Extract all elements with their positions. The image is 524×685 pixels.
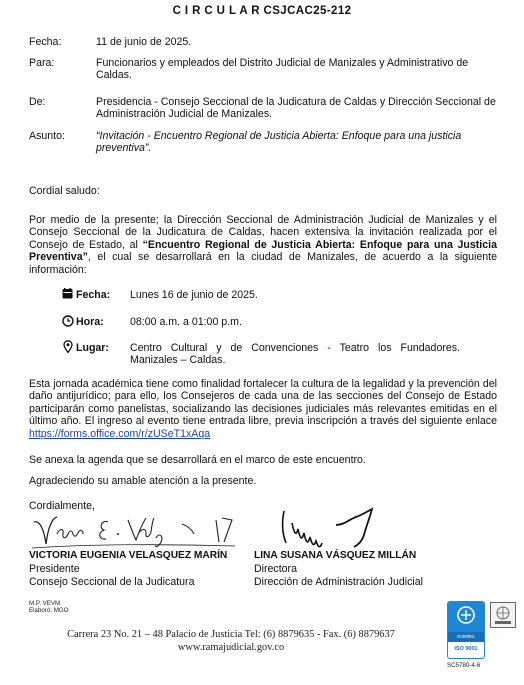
right-signature-image: [278, 503, 388, 551]
paragraph-details: [29, 378, 497, 440]
registration-link[interactable]: https://forms.office.com/r/zUSeT1xAqa: [29, 427, 211, 440]
icontec-certification-seal: [447, 601, 485, 659]
right-signer-name: LINA SUSANA VÁSQUEZ MILLÁN: [254, 550, 417, 561]
left-signer-role: Presidente: [29, 563, 80, 575]
clock-icon: [62, 315, 74, 327]
initials-elaboro: Elaboró: MGO: [29, 607, 69, 614]
greeting: Cordial saludo:: [29, 185, 100, 197]
event-hora-value: 08:00 a.m. a 01:00 p.m.: [130, 316, 242, 328]
location-pin-icon: [63, 340, 73, 353]
footer-address: Carrera 23 No. 21 – 48 Palacio de Justicia Tel: (6) 8879635 - Fax. (6) 8879637: [67, 629, 395, 640]
right-signer-role: Directora: [254, 563, 297, 575]
closing: Cordialmente,: [29, 500, 95, 512]
certificate-code: SC5780-4-6: [447, 662, 481, 669]
paragraph-intro-tail: , el cual se desarrollará en la ciudad de Manizales, de acuerdo a la siguiente información:: [29, 251, 497, 276]
iqnet-logo: [490, 602, 516, 628]
de-value: Presidencia - Consejo Seccional de la Judicatura de Caldas y Dirección Seccional de Administración Judicial de Manizales.: [96, 96, 496, 121]
para-value: Funcionarios y empleados del Distrito Judicial de Manizales y Administrativo de Caldas.: [96, 57, 469, 82]
right-signer-org: Dirección de Administración Judicial: [254, 576, 423, 588]
event-lugar-value: Centro Cultural y de Convenciones - Teatro los Fundadores. Manizales – Caldas.: [130, 342, 460, 367]
para-label: Para:: [29, 57, 55, 69]
event-fecha-value: Lunes 16 de junio de 2025.: [130, 289, 258, 301]
event-fecha-label: Fecha:: [76, 289, 111, 301]
paragraph-details-text: Esta jornada académica tiene como finalidad fortalecer la cultura de la legalidad y la prevención del daño antijurídico; para ello, los Consejeros de cada una de las secciones del Consejo de Estado participarán como panelistas, socializando las decisiones judiciales más relevantes emitidas en el último año. El ingreso al evento tiene entrada libre, previa inscripción a través del siguiente enlace: [29, 378, 497, 428]
event-hora-label: Hora:: [76, 316, 104, 328]
calendar-icon: [62, 288, 73, 299]
paragraph-intro-text: Por medio de la presente; la Dirección Seccional de Administración Judicial de Manizales y el Consejo Seccional de la Judicatura de Caldas, hacen extensiva la invitación realizada por el Consejo de Estado, al: [29, 214, 497, 251]
paragraph-thanks: Agradeciendo su amable atención a la presente.: [29, 475, 257, 487]
event-name: “Encuentro Regional de Justicia Abierta: Enfoque para una Justicia Preventiva”: [29, 238, 497, 264]
left-signer-org: Consejo Seccional de la Judicatura: [29, 576, 195, 588]
left-signer-name: VICTORIA EUGENIA VELASQUEZ MARÍN: [29, 550, 228, 561]
paragraph-intro: [29, 214, 497, 276]
icontec-logo: [448, 602, 484, 632]
footer-website: www.ramajudicial.gov.co: [177, 642, 285, 653]
iso-standard: ISO 9001: [454, 646, 478, 652]
asunto-value: “Invitación - Encuentro Regional de Justicia Abierta: Enfoque para una justicia preventiva”.: [96, 130, 462, 155]
left-signature-image: [30, 508, 245, 552]
fecha-value: 11 de junio de 2025.: [96, 36, 192, 48]
event-lugar-label: Lugar:: [76, 342, 109, 354]
circular-title: C I R C U L A R CSJCAC25-212: [172, 5, 352, 17]
icontec-brand: icontec: [448, 632, 484, 642]
fecha-label: Fecha:: [29, 36, 62, 48]
de-label: De:: [29, 96, 46, 108]
initials-mp: M.P. VEVM: [29, 600, 61, 607]
asunto-label: Asunto:: [29, 130, 65, 142]
paragraph-agenda: Se anexa la agenda que se desarrollará en el marco de este encuentro.: [29, 454, 366, 466]
